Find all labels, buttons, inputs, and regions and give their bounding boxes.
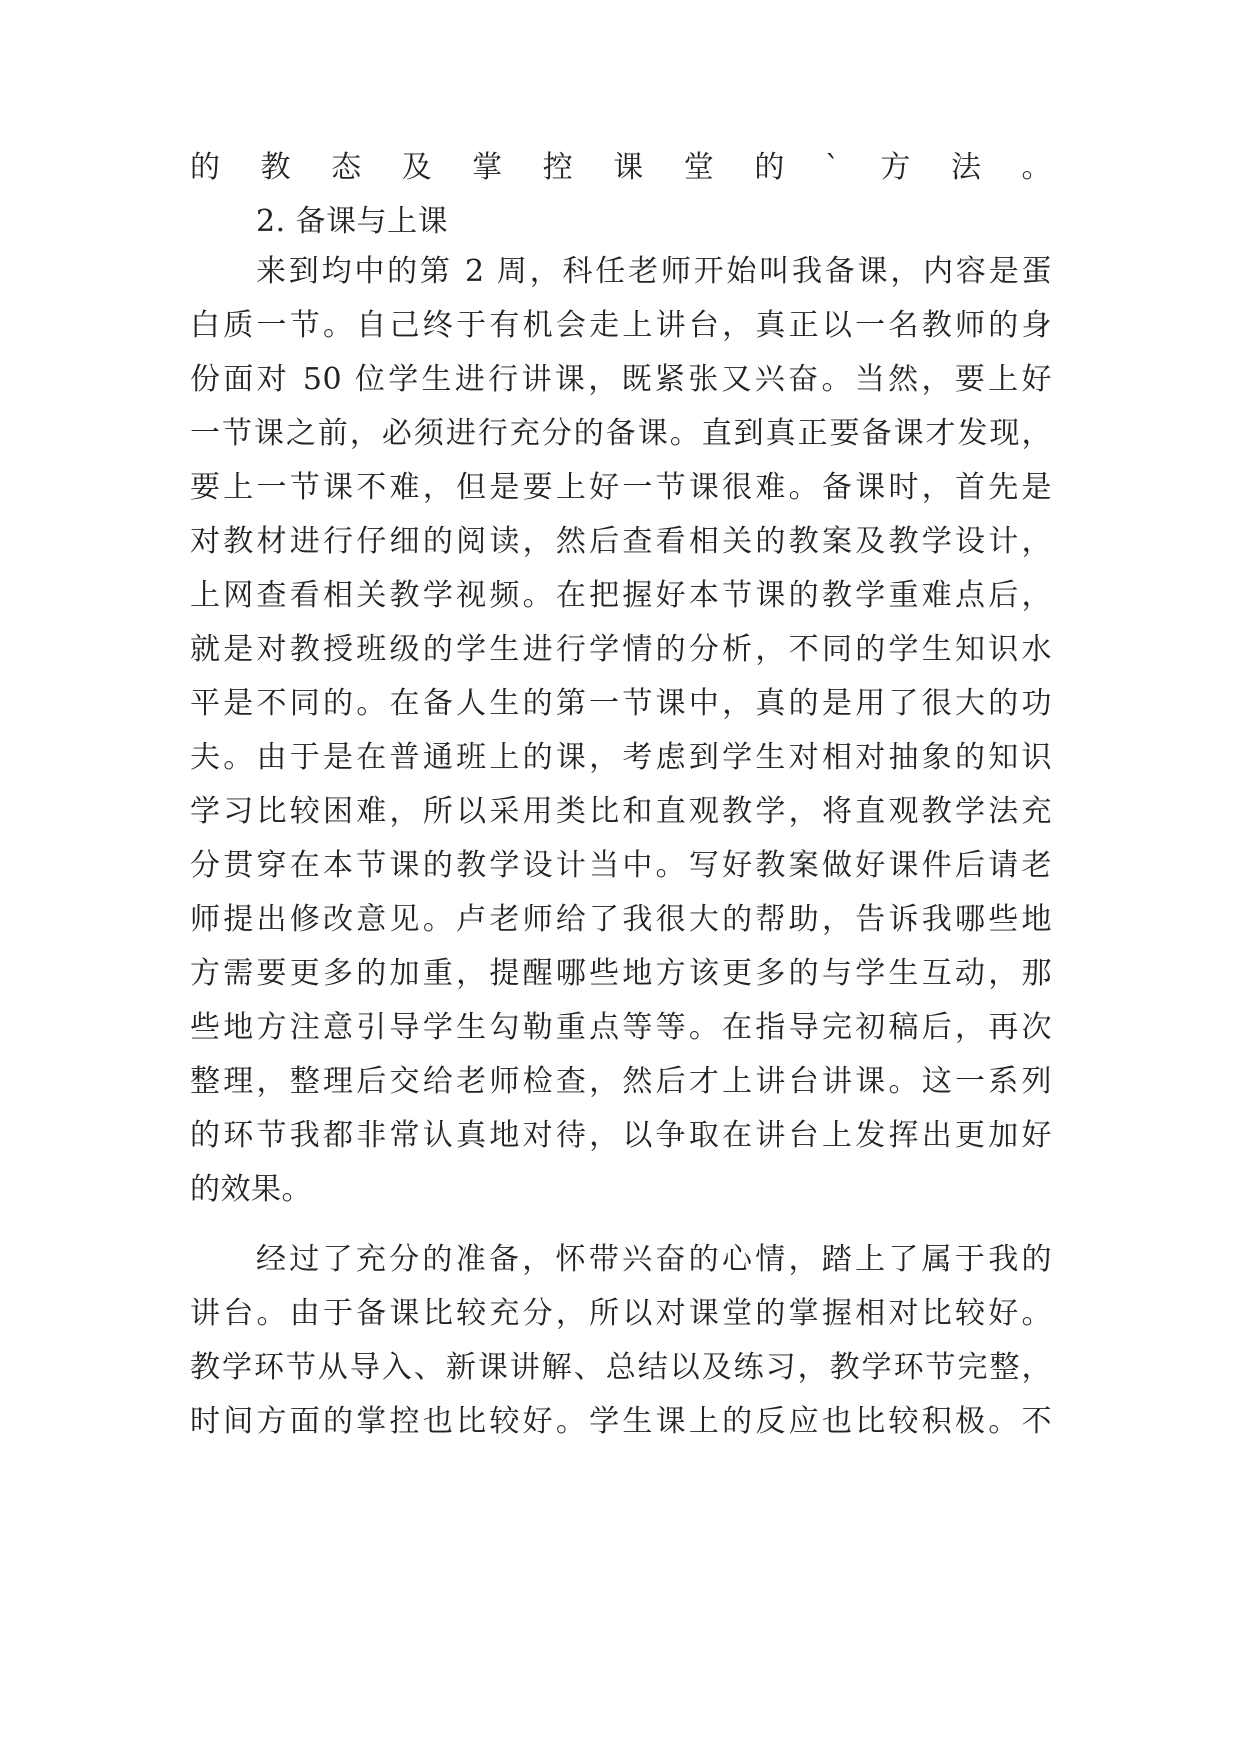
paragraph-line: 分贯穿在本节课的教学设计当中。写好教案做好课件后请老 (190, 848, 1052, 883)
paragraph-line: 时间方面的掌控也比较好。学生课上的反应也比较积极。不 (190, 1404, 1052, 1439)
paragraph-line: 师提出修改意见。卢老师给了我很大的帮助，告诉我哪些地 (190, 902, 1052, 937)
paragraph-line: 要上一节课不难，但是要上好一节课很难。备课时，首先是 (190, 470, 1052, 505)
section-heading: 2. 备课与上课 (256, 204, 449, 239)
paragraph-line: 方需要更多的加重，提醒哪些地方该更多的与学生互动，那 (190, 956, 1052, 991)
paragraph-line: 讲台。由于备课比较充分，所以对课堂的掌握相对比较好。 (190, 1296, 1052, 1331)
paragraph-line: 上网查看相关教学视频。在把握好本节课的教学重难点后， (190, 578, 1052, 613)
paragraph-line: 来到均中的第 2 周，科任老师开始叫我备课，内容是蛋 (256, 254, 1052, 289)
paragraph-line: 教学环节从导入、新课讲解、总结以及练习，教学环节完整， (190, 1350, 1052, 1385)
paragraph-line: 些地方注意引导学生勾勒重点等等。在指导完初稿后，再次 (190, 1010, 1052, 1045)
paragraph-line: 份面对 50 位学生进行讲课，既紧张又兴奋。当然，要上好 (190, 362, 1052, 397)
paragraph-line: 整理，整理后交给老师检查，然后才上讲台讲课。这一系列 (190, 1064, 1052, 1099)
paragraph-line: 就是对教授班级的学生进行学情的分析，不同的学生知识水 (190, 632, 1052, 667)
paragraph-line: 夫。由于是在普通班上的课，考虑到学生对相对抽象的知识 (190, 740, 1052, 775)
paragraph-line: 对教材进行仔细的阅读，然后查看相关的教案及教学设计， (190, 524, 1052, 559)
paragraph-line: 经过了充分的准备，怀带兴奋的心情，踏上了属于我的 (256, 1242, 1052, 1277)
paragraph-line: 一节课之前，必须进行充分的备课。直到真正要备课才发现， (190, 416, 1052, 451)
paragraph-line: 的环节我都非常认真地对待，以争取在讲台上发挥出更加好 (190, 1118, 1052, 1153)
paragraph-line: 白质一节。自己终于有机会走上讲台，真正以一名教师的身 (190, 308, 1052, 343)
paragraph-line: 学习比较困难，所以采用类比和直观教学，将直观教学法充 (190, 794, 1052, 829)
paragraph-line: 的教态及掌控课堂的`方法。 (190, 150, 1052, 185)
paragraph-line: 平是不同的。在备人生的第一节课中，真的是用了很大的功 (190, 686, 1052, 721)
paragraph-line: 的效果。 (190, 1172, 312, 1207)
